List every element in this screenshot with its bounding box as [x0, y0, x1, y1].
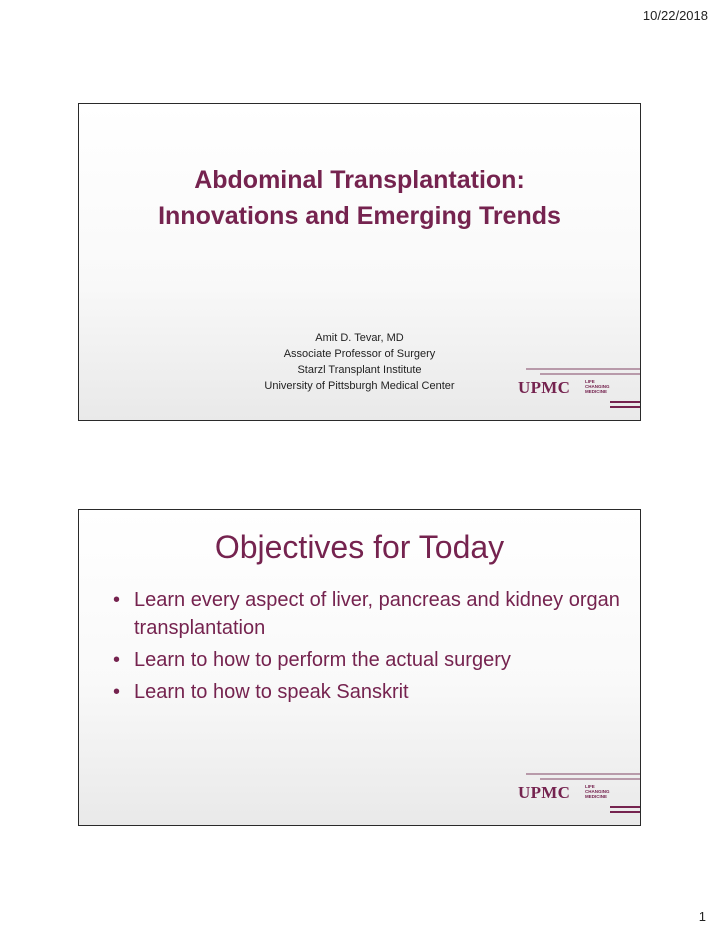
logo-tagline-line: MEDICINE	[585, 389, 608, 394]
logo-stripe	[540, 778, 640, 780]
logo-tagline	[585, 379, 610, 394]
author-position: Associate Professor of Surgery	[283, 348, 436, 360]
author-institute: Starzl Transplant Institute	[297, 364, 422, 376]
author-name: Amit D. Tevar, MD	[315, 332, 404, 344]
upmc-logo	[518, 368, 640, 408]
presentation-title	[79, 162, 640, 234]
logo-stripe	[610, 401, 640, 403]
logo-tagline-line: MEDICINE	[585, 794, 608, 799]
logo-stripe	[610, 806, 640, 808]
logo-tagline-line: CHANGING	[585, 789, 610, 794]
list-item	[111, 586, 620, 642]
list-item-text: Learn every aspect of liver, pancreas and kidney organ transplantation	[134, 589, 620, 639]
slide-objectives	[78, 509, 641, 826]
title-line: Abdominal Transplantation:	[194, 166, 525, 194]
list-item-text: Learn to how to perform the actual surgery	[134, 649, 511, 671]
page-date: 10/22/2018	[642, 8, 708, 23]
logo-stripe	[526, 773, 640, 775]
upmc-logo	[518, 773, 640, 813]
logo-wordmark: UPMC	[518, 378, 571, 397]
logo-stripe	[610, 406, 640, 408]
logo-tagline-line: LIFE	[585, 379, 595, 384]
title-line: Innovations and Emerging Trends	[158, 202, 561, 230]
logo-stripe	[540, 373, 640, 375]
slide-heading: Objectives for Today	[214, 529, 505, 565]
author-organization: University of Pittsburgh Medical Center	[264, 380, 455, 392]
logo-wordmark: UPMC	[518, 783, 571, 802]
list-item	[111, 646, 620, 674]
bullet-icon: •	[113, 649, 121, 671]
list-item-text: Learn to how to speak Sanskrit	[134, 681, 409, 703]
bullet-icon: •	[113, 681, 121, 703]
page-number: 1	[698, 909, 706, 924]
logo-tagline-line: LIFE	[585, 784, 595, 789]
list-item	[111, 678, 620, 706]
logo-stripe	[610, 811, 640, 813]
bullet-icon: •	[113, 589, 121, 611]
logo-tagline	[585, 784, 610, 799]
logo-tagline-line: CHANGING	[585, 384, 610, 389]
objectives-list	[111, 586, 620, 710]
slide-title	[78, 103, 641, 421]
logo-stripe	[526, 368, 640, 370]
